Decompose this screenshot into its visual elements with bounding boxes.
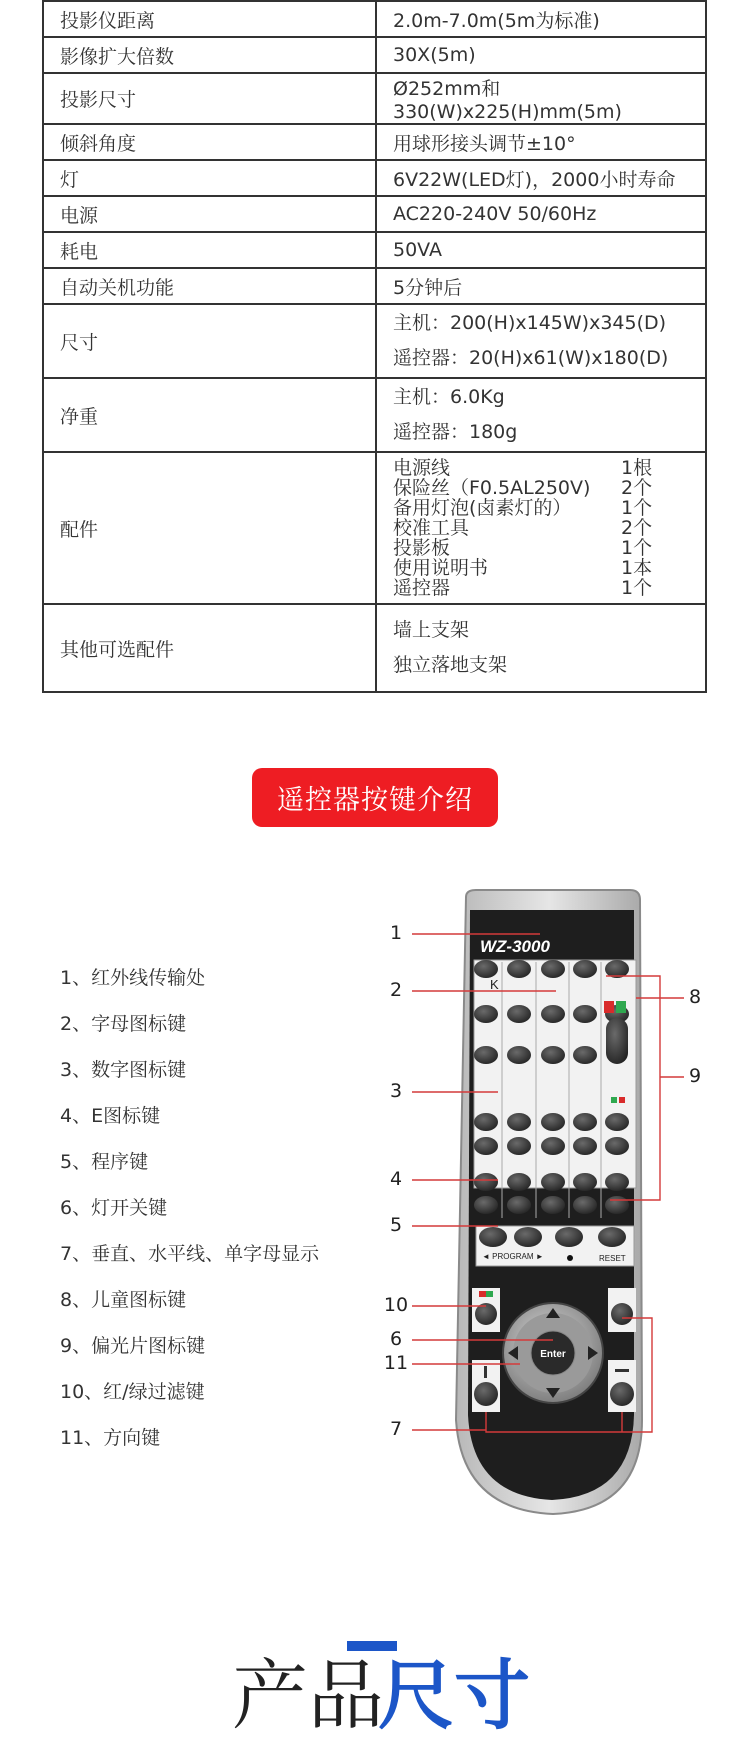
spec-value-line: 遥控器：180g [393, 421, 518, 443]
horizontal-line-button [610, 1382, 634, 1406]
remote-icon-button [605, 1173, 629, 1191]
callout-number: 11 [383, 1352, 409, 1374]
accessory-name: 校准工具 [393, 517, 470, 539]
remote-icon-button [474, 1196, 498, 1214]
remote-section-title: 遥控器按键介绍 [252, 768, 498, 827]
remote-icon-button [541, 1113, 565, 1131]
spec-label: 电源 [43, 196, 376, 232]
horizontal-line-icon [615, 1369, 629, 1372]
callout-number: 6 [389, 1328, 403, 1350]
spec-label: 倾斜角度 [43, 124, 376, 160]
program-right-button [514, 1227, 542, 1247]
remote-icon-button [474, 1046, 498, 1064]
accessory-qty: 2个 [621, 517, 653, 539]
legend-item: 4、E图标键 [60, 1105, 161, 1127]
callout-number: 3 [389, 1080, 403, 1102]
remote-icon-button [541, 960, 565, 978]
dot-icon [567, 1255, 573, 1261]
child-icon-key-marker [604, 1001, 614, 1013]
spec-value: 2.0m-7.0m(5m为标准) [376, 1, 706, 37]
remote-icon-button [605, 1196, 629, 1214]
accessory-name: 遥控器 [393, 577, 451, 599]
callout-number: 5 [389, 1214, 403, 1236]
legend-item: 9、偏光片图标键 [60, 1335, 206, 1357]
spec-label: 投影尺寸 [43, 73, 376, 124]
accessory-name: 投影板 [393, 537, 451, 559]
remote-icon-button [541, 1005, 565, 1023]
remote-icon-button [541, 1137, 565, 1155]
spec-label: 影像扩大倍数 [43, 37, 376, 73]
spec-value: 6V22W(LED灯)，2000小时寿命 [376, 160, 706, 196]
spec-label: 其他可选配件 [43, 604, 376, 692]
legend-item: 7、垂直、水平线、单字母显示 [60, 1243, 320, 1265]
remote-icon-button [507, 1196, 531, 1214]
accessory-qty: 1个 [621, 497, 653, 519]
spec-value-line: 墙上支架 [393, 619, 470, 641]
remote-icon-button [573, 960, 597, 978]
legend-item: 1、红外线传输处 [60, 967, 206, 989]
spec-value: 30X(5m) [376, 37, 706, 73]
remote-icon-button [605, 1137, 629, 1155]
accessory-qty: 1个 [621, 537, 653, 559]
reset-button [598, 1227, 626, 1247]
remote-icon-button [573, 1137, 597, 1155]
polarizer-key-marker [611, 1097, 617, 1103]
remote-icon-button [474, 960, 498, 978]
remote-icon-button [474, 1137, 498, 1155]
red-green-filter-marker [479, 1291, 486, 1297]
spec-value: 用球形接头调节±10° [376, 124, 706, 160]
accessory-name: 备用灯泡(卤素灯的） [393, 497, 572, 519]
callout-number: 9 [688, 1065, 702, 1087]
product-size-heading-part1: 产品 [232, 1651, 384, 1740]
remote-icon-button [474, 1173, 498, 1191]
accessory-qty: 2个 [621, 477, 653, 499]
remote-model-label: WZ-3000 [480, 937, 550, 956]
remote-icon-button [507, 1113, 531, 1131]
legend-item: 5、程序键 [60, 1151, 149, 1173]
accessory-name: 使用说明书 [393, 557, 489, 579]
spec-label: 净重 [43, 378, 376, 452]
accessory-name: 电源线 [393, 457, 451, 479]
remote-icon-button [541, 1046, 565, 1064]
remote-icon-button [573, 1005, 597, 1023]
key-k-label: K [490, 977, 499, 992]
child-icon-key-marker [616, 1001, 626, 1013]
callout-number: 7 [389, 1418, 403, 1440]
accessory-qty: 1根 [621, 457, 653, 479]
red-green-filter-marker [486, 1291, 493, 1297]
remote-icon-button [474, 1113, 498, 1131]
dot-key-button [555, 1227, 583, 1247]
spec-label: 自动关机功能 [43, 268, 376, 304]
program-label: ◄ PROGRAM ► [482, 1252, 544, 1261]
legend-item: 6、灯开关键 [60, 1197, 168, 1219]
legend-item: 10、红/绿过滤键 [60, 1381, 205, 1403]
remote-icon-button [573, 1046, 597, 1064]
spec-label: 投影仪距离 [43, 1, 376, 37]
spec-label: 配件 [43, 452, 376, 604]
remote-icon-button [507, 1046, 531, 1064]
polarizer-key-marker [619, 1097, 625, 1103]
spec-value: 5分钟后 [376, 268, 706, 304]
accessory-qty: 1个 [621, 577, 653, 599]
callout-number: 1 [389, 922, 403, 944]
vertical-line-button [474, 1382, 498, 1406]
legend-item: 3、数字图标键 [60, 1059, 187, 1081]
vertical-line-icon [484, 1366, 487, 1378]
remote-icon-button [573, 1113, 597, 1131]
remote-icon-button [541, 1173, 565, 1191]
remote-icon-button [541, 1196, 565, 1214]
spec-value-line: 遥控器：20(H)x61(W)x180(D) [393, 347, 669, 369]
callout-number: 4 [389, 1168, 403, 1190]
legend-item: 11、方向键 [60, 1427, 161, 1449]
spec-label: 灯 [43, 160, 376, 196]
callout-number: 2 [389, 979, 403, 1001]
spec-value: Ø252mm和330(W)x225(H)mm(5m) [376, 73, 706, 124]
spec-label: 耗电 [43, 232, 376, 268]
spec-value-line: 主机：200(H)x145W)x345(D) [393, 312, 667, 334]
spec-value-line: 主机：6.0Kg [393, 386, 505, 408]
enter-label: Enter [540, 1349, 566, 1360]
remote-icon-button [605, 1113, 629, 1131]
reset-label: RESET [599, 1254, 626, 1263]
callout-number: 8 [688, 986, 702, 1008]
single-letter-button [611, 1303, 633, 1325]
accessory-qty: 1本 [621, 557, 653, 579]
remote-icon-button [507, 960, 531, 978]
remote-icon-button [507, 1005, 531, 1023]
child-icon-tall-button [606, 1018, 628, 1064]
accessory-name: 保险丝（F0.5AL250V) [393, 477, 591, 499]
product-size-heading-part2: 尺寸 [378, 1651, 530, 1740]
remote-icon-button [507, 1137, 531, 1155]
legend-item: 8、儿童图标键 [60, 1289, 187, 1311]
remote-icon-button [507, 1173, 531, 1191]
spec-label: 尺寸 [43, 304, 376, 378]
remote-icon-button [573, 1173, 597, 1191]
callout-number: 10 [383, 1294, 409, 1316]
spec-value-line: 独立落地支架 [393, 654, 508, 676]
spec-value: AC220-240V 50/60Hz [376, 196, 706, 232]
remote-icon-button [573, 1196, 597, 1214]
heading-accent-bar [347, 1641, 397, 1651]
legend-item: 2、字母图标键 [60, 1013, 187, 1035]
spec-value: 50VA [376, 232, 706, 268]
program-left-button [479, 1227, 507, 1247]
remote-icon-button [474, 1005, 498, 1023]
